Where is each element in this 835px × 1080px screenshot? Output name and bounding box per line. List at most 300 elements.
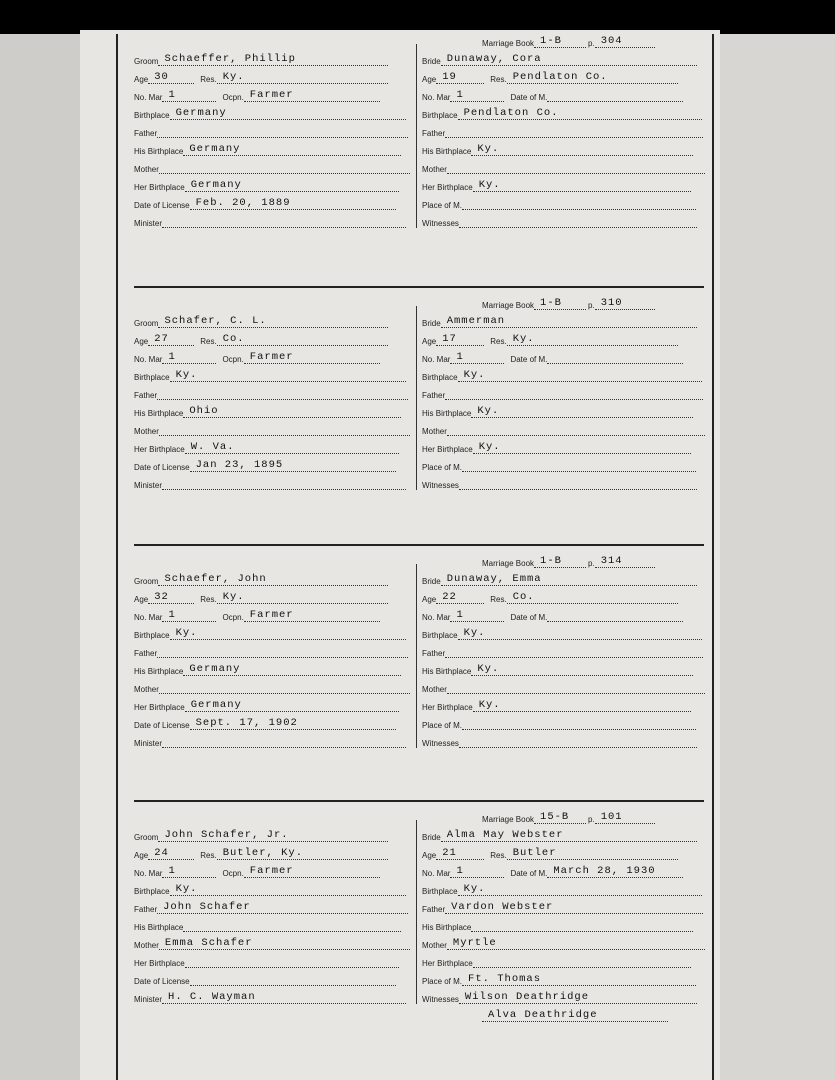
field-label: Marriage Book <box>482 39 535 48</box>
field-label: Mother <box>422 427 447 436</box>
form-row <box>134 474 406 490</box>
field-label: No. Mar <box>134 355 163 364</box>
form-row <box>134 988 406 1004</box>
form-row <box>422 176 691 192</box>
form-row <box>134 122 408 138</box>
form-row <box>422 384 703 400</box>
groom-age: 27 <box>148 331 194 346</box>
field-label: Minister <box>134 739 163 748</box>
field-label: Res. <box>490 595 507 604</box>
form-row <box>134 456 396 472</box>
groom-birthplace: Ky. <box>170 625 406 640</box>
form-row <box>422 348 683 364</box>
form-row <box>134 86 380 102</box>
date-of-marriage: March 28, 1930 <box>547 863 683 878</box>
form-row <box>422 212 697 228</box>
form-row <box>134 104 406 120</box>
field-label: Date of License <box>134 721 190 730</box>
record-separator <box>134 800 704 802</box>
marriage-book-row <box>482 32 655 48</box>
bride-age: 22 <box>436 589 484 604</box>
form-row <box>422 862 683 878</box>
field-label: p. <box>588 39 595 48</box>
bride-father <box>445 643 703 658</box>
marriage-book-number: 1-B <box>534 295 586 310</box>
field-label: No. Mar <box>134 93 163 102</box>
date-of-license: Feb. 20, 1889 <box>190 195 396 210</box>
field-label: Age <box>134 337 149 346</box>
form-row <box>422 696 691 712</box>
field-label: Her Birthplace <box>422 445 473 454</box>
field-label: Age <box>134 851 149 860</box>
form-row <box>422 68 678 84</box>
form-row <box>482 1006 668 1022</box>
form-row <box>422 844 678 860</box>
marriage-book-page: 101 <box>595 809 655 824</box>
groom-father: John Schafer <box>157 899 408 914</box>
field-label: Her Birthplace <box>134 183 185 192</box>
witnesses <box>459 213 697 228</box>
form-row <box>134 212 406 228</box>
groom-father-birthplace: Germany <box>183 141 401 156</box>
field-label: Her Birthplace <box>134 703 185 712</box>
form-row <box>134 970 396 986</box>
field-label: Birthplace <box>134 631 170 640</box>
field-label: Age <box>422 75 437 84</box>
field-label: Res. <box>490 851 507 860</box>
bride-father-birthplace: Ky. <box>471 403 693 418</box>
marriage-book-row <box>482 294 655 310</box>
field-label: Groom <box>134 577 159 586</box>
bride-birthplace: Ky. <box>458 625 702 640</box>
form-row <box>422 420 705 436</box>
field-label: No. Mar <box>422 93 451 102</box>
field-label: Mother <box>422 165 447 174</box>
minister <box>162 475 406 490</box>
form-row <box>134 732 406 748</box>
field-label: Date of License <box>134 977 190 986</box>
field-label: Birthplace <box>422 631 458 640</box>
form-row <box>422 104 702 120</box>
field-label: Mother <box>134 941 159 950</box>
form-row <box>422 714 696 730</box>
form-row <box>422 86 683 102</box>
field-label: Minister <box>134 481 163 490</box>
field-label: Date of M. <box>510 613 548 622</box>
field-label: p. <box>588 301 595 310</box>
form-row <box>134 660 401 676</box>
field-label: Date of License <box>134 463 190 472</box>
bride-name: Alma May Webster <box>441 827 697 842</box>
date-of-license: Sept. 17, 1902 <box>190 715 396 730</box>
bride-father: Vardon Webster <box>445 899 703 914</box>
bride-no-mar: 1 <box>450 863 504 878</box>
groom-name: Schafer, C. L. <box>158 313 388 328</box>
bride-age: 19 <box>436 69 484 84</box>
form-row <box>134 158 410 174</box>
groom-occupation: Farmer <box>244 87 380 102</box>
marriage-book-page: 310 <box>595 295 655 310</box>
field-label: Father <box>422 129 446 138</box>
bride-birthplace: Ky. <box>458 881 702 896</box>
field-label: Her Birthplace <box>422 183 473 192</box>
field-label: Mother <box>134 165 159 174</box>
form-row <box>134 402 401 418</box>
bride-father <box>445 123 703 138</box>
groom-residence: Co. <box>217 331 388 346</box>
groom-mother <box>159 159 410 174</box>
date-of-license <box>190 971 396 986</box>
bride-father-birthplace <box>471 917 693 932</box>
form-row <box>134 844 388 860</box>
column-divider <box>416 44 417 228</box>
field-label: Mother <box>134 427 159 436</box>
form-row <box>422 158 705 174</box>
bride-name: Ammerman <box>441 313 697 328</box>
date-of-marriage <box>547 607 683 622</box>
witnesses: Wilson Deathridge <box>459 989 697 1004</box>
groom-father-birthplace: Ohio <box>183 403 401 418</box>
date-of-marriage <box>547 349 683 364</box>
form-row <box>134 366 406 382</box>
form-row <box>422 330 678 346</box>
field-label: Birthplace <box>422 887 458 896</box>
groom-occupation: Farmer <box>244 607 380 622</box>
field-label: Age <box>134 595 149 604</box>
field-label: His Birthplace <box>134 409 184 418</box>
groom-no-mar: 1 <box>162 863 216 878</box>
groom-residence: Ky. <box>217 69 388 84</box>
form-row <box>134 696 399 712</box>
scan-right-margin <box>720 34 835 1080</box>
groom-no-mar: 1 <box>162 349 216 364</box>
groom-mother-birthplace <box>185 953 399 968</box>
form-row <box>422 660 693 676</box>
form-row <box>422 588 678 604</box>
form-row <box>422 140 693 156</box>
form-row <box>422 50 697 66</box>
form-row <box>422 898 703 914</box>
second-witness: Alva Deathridge <box>482 1007 668 1022</box>
field-label: No. Mar <box>134 613 163 622</box>
groom-no-mar: 1 <box>162 607 216 622</box>
bride-name: Dunaway, Emma <box>441 571 697 586</box>
minister <box>162 733 406 748</box>
form-row <box>134 588 388 604</box>
groom-birthplace: Ky. <box>170 881 406 896</box>
field-label: Father <box>134 391 158 400</box>
bride-mother-birthplace: Ky. <box>473 177 691 192</box>
field-label: His Birthplace <box>422 409 472 418</box>
field-label: Father <box>422 391 446 400</box>
form-row <box>134 420 410 436</box>
place-of-marriage <box>462 457 696 472</box>
form-row <box>134 862 380 878</box>
bride-no-mar: 1 <box>450 349 504 364</box>
form-row <box>134 826 388 842</box>
groom-name: Schaeffer, Phillip <box>158 51 388 66</box>
bride-mother <box>447 421 705 436</box>
scan-left-margin <box>0 34 80 1080</box>
field-label: Age <box>422 851 437 860</box>
groom-no-mar: 1 <box>162 87 216 102</box>
form-row <box>422 624 702 640</box>
groom-father-birthplace <box>183 917 401 932</box>
form-row <box>422 456 696 472</box>
field-label: Father <box>134 905 158 914</box>
form-row <box>134 384 408 400</box>
field-label: Bride <box>422 833 441 842</box>
marriage-record <box>80 30 720 280</box>
marriage-book-number: 1-B <box>534 33 586 48</box>
groom-mother-birthplace: Germany <box>185 697 399 712</box>
date-of-license: Jan 23, 1895 <box>190 457 396 472</box>
groom-age: 24 <box>148 845 194 860</box>
groom-name: Schaefer, John <box>158 571 388 586</box>
groom-residence: Ky. <box>217 589 388 604</box>
field-label: His Birthplace <box>134 667 184 676</box>
date-of-marriage <box>547 87 683 102</box>
groom-father-birthplace: Germany <box>183 661 401 676</box>
groom-age: 30 <box>148 69 194 84</box>
field-label: Mother <box>422 941 447 950</box>
column-divider <box>416 306 417 490</box>
bride-mother <box>447 679 705 694</box>
field-label: Res. <box>490 75 507 84</box>
field-label: Birthplace <box>422 373 458 382</box>
bride-residence: Co. <box>507 589 678 604</box>
field-label: Age <box>422 337 437 346</box>
bride-birthplace: Ky. <box>458 367 702 382</box>
form-row <box>422 988 697 1004</box>
marriage-book-page: 314 <box>595 553 655 568</box>
field-label: Birthplace <box>422 111 458 120</box>
column-divider <box>416 820 417 1004</box>
field-label: Ocpn. <box>222 93 244 102</box>
form-row <box>422 970 696 986</box>
form-row <box>134 312 388 328</box>
field-label: His Birthplace <box>134 147 184 156</box>
record-separator <box>134 286 704 288</box>
bride-mother-birthplace: Ky. <box>473 439 691 454</box>
form-row <box>422 880 702 896</box>
form-row <box>422 606 683 622</box>
marriage-book-number: 15-B <box>534 809 586 824</box>
form-row <box>134 714 396 730</box>
bride-mother: Myrtle <box>447 935 705 950</box>
form-row <box>422 916 693 932</box>
groom-father <box>157 385 408 400</box>
form-row <box>422 952 691 968</box>
form-row <box>134 570 388 586</box>
place-of-marriage <box>462 195 696 210</box>
form-row <box>134 68 388 84</box>
form-row <box>422 732 697 748</box>
form-row <box>134 330 388 346</box>
field-label: Bride <box>422 57 441 66</box>
form-row <box>134 678 410 694</box>
bride-no-mar: 1 <box>450 87 504 102</box>
field-label: Res. <box>200 595 217 604</box>
groom-birthplace: Germany <box>170 105 406 120</box>
form-row <box>422 474 697 490</box>
form-row <box>422 642 703 658</box>
field-label: Her Birthplace <box>134 959 185 968</box>
field-label: Minister <box>134 219 163 228</box>
form-row <box>134 140 401 156</box>
form-row <box>134 194 396 210</box>
groom-mother <box>159 421 410 436</box>
marriage-book-row <box>482 552 655 568</box>
marriage-book-row <box>482 808 655 824</box>
bride-mother-birthplace: Ky. <box>473 697 691 712</box>
field-label: Ocpn. <box>222 355 244 364</box>
field-label: Ocpn. <box>222 613 244 622</box>
field-label: Witnesses <box>422 219 459 228</box>
field-label: Groom <box>134 57 159 66</box>
field-label: Minister <box>134 995 163 1004</box>
field-label: Birthplace <box>134 111 170 120</box>
form-row <box>422 312 697 328</box>
bride-residence: Pendlaton Co. <box>507 69 678 84</box>
bride-residence: Butler <box>507 845 678 860</box>
form-row <box>134 952 399 968</box>
field-label: His Birthplace <box>422 147 472 156</box>
field-label: Date of M. <box>510 869 548 878</box>
field-label: Witnesses <box>422 481 459 490</box>
minister: H. C. Wayman <box>162 989 406 1004</box>
form-row <box>134 898 408 914</box>
bride-age: 21 <box>436 845 484 860</box>
field-label: Groom <box>134 319 159 328</box>
place-of-marriage: Ft. Thomas <box>462 971 696 986</box>
field-label: Age <box>134 75 149 84</box>
field-label: Father <box>422 649 446 658</box>
field-label: Her Birthplace <box>134 445 185 454</box>
bride-residence: Ky. <box>507 331 678 346</box>
record-card-page <box>80 30 720 1080</box>
form-row <box>422 366 702 382</box>
form-row <box>134 880 406 896</box>
field-label: Father <box>134 649 158 658</box>
form-row <box>422 438 691 454</box>
field-label: Witnesses <box>422 739 459 748</box>
groom-age: 32 <box>148 589 194 604</box>
form-row <box>134 348 380 364</box>
field-label: His Birthplace <box>134 923 184 932</box>
field-label: Res. <box>200 75 217 84</box>
field-label: p. <box>588 559 595 568</box>
marriage-record <box>80 550 720 800</box>
groom-father <box>157 123 408 138</box>
field-label: Place of M. <box>422 201 463 210</box>
field-label: Marriage Book <box>482 301 535 310</box>
groom-occupation: Farmer <box>244 349 380 364</box>
form-row <box>134 624 406 640</box>
field-label: Mother <box>134 685 159 694</box>
groom-residence: Butler, Ky. <box>217 845 388 860</box>
field-label: No. Mar <box>134 869 163 878</box>
field-label: Date of M. <box>510 355 548 364</box>
field-label: Bride <box>422 319 441 328</box>
groom-name: John Schafer, Jr. <box>158 827 388 842</box>
field-label: His Birthplace <box>422 923 472 932</box>
form-row <box>134 934 410 950</box>
marriage-record <box>80 292 720 542</box>
field-label: Res. <box>490 337 507 346</box>
field-label: No. Mar <box>422 613 451 622</box>
field-label: Ocpn. <box>222 869 244 878</box>
bride-birthplace: Pendlaton Co. <box>458 105 702 120</box>
form-row <box>422 402 693 418</box>
column-divider <box>416 564 417 748</box>
field-label: Birthplace <box>134 373 170 382</box>
form-row <box>134 642 408 658</box>
field-label: Her Birthplace <box>422 703 473 712</box>
minister <box>162 213 406 228</box>
form-row <box>422 122 703 138</box>
bride-father-birthplace: Ky. <box>471 661 693 676</box>
field-label: Marriage Book <box>482 815 535 824</box>
field-label: Date of M. <box>510 93 548 102</box>
field-label: Place of M. <box>422 463 463 472</box>
bride-name: Dunaway, Cora <box>441 51 697 66</box>
field-label: Res. <box>200 851 217 860</box>
groom-mother: Emma Schafer <box>159 935 410 950</box>
bride-father-birthplace: Ky. <box>471 141 693 156</box>
field-label: Birthplace <box>134 887 170 896</box>
scanner-top-border <box>0 0 835 34</box>
form-row <box>422 934 705 950</box>
form-row <box>134 50 388 66</box>
field-label: Witnesses <box>422 995 459 1004</box>
field-label: Bride <box>422 577 441 586</box>
field-label: Res. <box>200 337 217 346</box>
field-label: Father <box>134 129 158 138</box>
bride-age: 17 <box>436 331 484 346</box>
form-row <box>134 176 399 192</box>
bride-father <box>445 385 703 400</box>
marriage-record <box>80 806 720 1056</box>
field-label: Age <box>422 595 437 604</box>
marriage-book-number: 1-B <box>534 553 586 568</box>
groom-father <box>157 643 408 658</box>
field-label: Place of M. <box>422 721 463 730</box>
form-row <box>422 194 696 210</box>
groom-mother <box>159 679 410 694</box>
field-label: No. Mar <box>422 869 451 878</box>
form-row <box>134 438 399 454</box>
field-label: Marriage Book <box>482 559 535 568</box>
groom-mother-birthplace: Germany <box>185 177 399 192</box>
field-label: No. Mar <box>422 355 451 364</box>
field-label: Her Birthplace <box>422 959 473 968</box>
marriage-book-page: 304 <box>595 33 655 48</box>
record-separator <box>134 544 704 546</box>
groom-birthplace: Ky. <box>170 367 406 382</box>
field-label: Father <box>422 905 446 914</box>
field-label: Groom <box>134 833 159 842</box>
field-label: Date of License <box>134 201 190 210</box>
bride-mother-birthplace <box>473 953 691 968</box>
groom-mother-birthplace: W. Va. <box>185 439 399 454</box>
field-label: Place of M. <box>422 977 463 986</box>
field-label: p. <box>588 815 595 824</box>
form-row <box>422 678 705 694</box>
form-row <box>422 570 697 586</box>
witnesses <box>459 475 697 490</box>
form-row <box>134 916 401 932</box>
